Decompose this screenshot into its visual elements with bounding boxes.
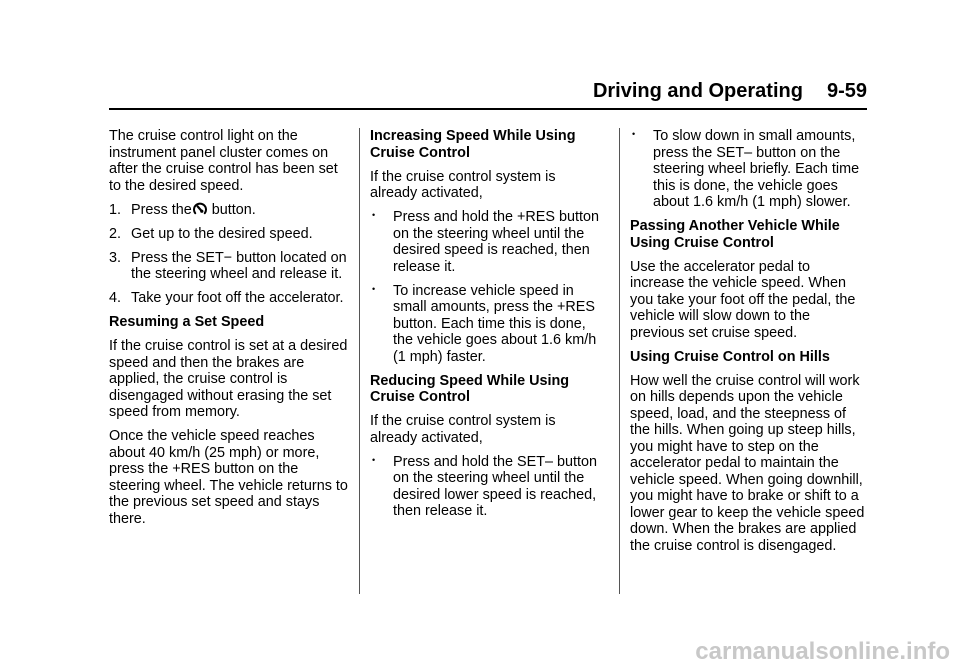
step-text: Get up to the desired speed. [131, 225, 313, 242]
section-title: Driving and Operating [592, 80, 803, 102]
column-2 [370, 128, 606, 527]
resume-paragraph-2: Once the vehicle speed reaches about 40 km/h (25 mph) or more, press the +RES button on the steering wheel. The vehicle returns to the previous set speed and stays there. [109, 428, 348, 527]
step-text-before: Press the [131, 201, 192, 218]
intro-paragraph: The cruise control light on the instrument panel cluster comes on after the cruise control has been set to the desired speed. [109, 128, 338, 194]
step-text [131, 202, 349, 219]
step-number: 4. [109, 290, 122, 306]
reduce-heading: Reducing Speed While Using Cruise Control [370, 372, 570, 405]
step-2 [109, 226, 349, 243]
header-text [593, 80, 867, 103]
hills-paragraph: How well the cruise control will work on hills depends upon the vehicle speed, load, and the steepness of the hills. When going up steep hills, you might have to step on the accelerator pedal to maintain the vehicle speed. When going downhill, you might have to brake or shift to a lower gear to keep the vehicle speed down. When the brakes are applied the cruise control is disengaged. [630, 372, 865, 554]
bullet-item [630, 128, 867, 211]
step-4 [109, 290, 349, 307]
step-number: 2. [109, 225, 122, 242]
bullet-text: Press and hold the SET– button on the steering wheel until the desired lower speed is reached, then release it. [393, 453, 597, 519]
increase-heading: Increasing Speed While Using Cruise Control [370, 128, 576, 161]
step-text: Press the SET− button located on the steering wheel and release it. [131, 249, 347, 282]
page-number: 9-59 [826, 80, 867, 102]
cruise-control-icon [193, 202, 207, 216]
bullet-icon: • [372, 210, 376, 220]
step-number: 3. [109, 249, 122, 266]
step-text-after: button. [207, 201, 256, 218]
bullet-icon: • [632, 129, 636, 139]
column-3 [630, 128, 867, 562]
watermark: carmanualsonline.info [695, 638, 950, 665]
step-number: 1. [109, 201, 122, 218]
column-1 [109, 128, 349, 535]
increase-intro: If the cruise control system is already activated, [370, 168, 556, 201]
step-3 [109, 250, 349, 283]
bullet-text: Press and hold the +RES button on the steering wheel until the desired speed is reached, then release it. [393, 209, 600, 275]
page-header [109, 80, 867, 110]
step-1 [109, 202, 349, 219]
column-divider [619, 128, 620, 594]
bullet-text: To increase vehicle speed in small amounts, press the +RES button. Each time this is done, the vehicle goes about 1.6 km/h (1 mph) faster. [393, 282, 597, 365]
bullet-text: To slow down in small amounts, press the SET– button on the steering wheel briefly. Each time this is done, the vehicle goes about 1.6 km/h (1 mph) slower. [653, 128, 860, 210]
bullet-item [370, 209, 606, 275]
passing-heading: Passing Another Vehicle While Using Cruise Control [630, 218, 840, 251]
bullet-icon: • [372, 283, 376, 294]
column-divider [359, 128, 360, 594]
bullet-item [370, 454, 606, 520]
bullet-icon: • [372, 454, 376, 465]
hills-heading: Using Cruise Control on Hills [630, 348, 830, 365]
reduce-intro: If the cruise control system is already activated, [370, 413, 556, 446]
passing-paragraph: Use the accelerator pedal to increase the vehicle speed. When you take your foot off the pedal, the vehicle will slow down to the previous set cruise speed. [630, 258, 856, 341]
step-text: Take your foot off the accelerator. [131, 290, 344, 306]
bullet-item [370, 283, 606, 366]
resume-heading: Resuming a Set Speed [109, 314, 265, 330]
resume-paragraph-1: If the cruise control is set at a desired speed and then the brakes are applied, the cruise control is disengaged without erasing the set speed from memory. [109, 338, 348, 420]
